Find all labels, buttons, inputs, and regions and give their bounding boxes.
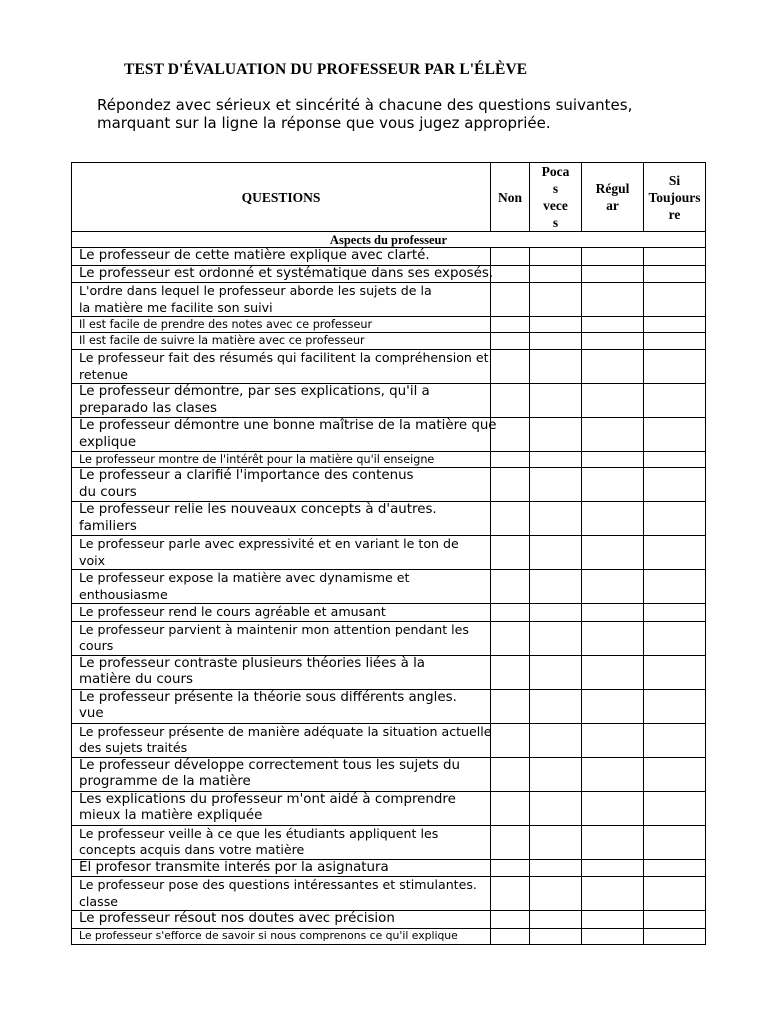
answer-non-cell[interactable] [491, 604, 530, 622]
answer-non-cell[interactable] [491, 911, 530, 929]
table-row [72, 317, 706, 333]
answer-regular-cell[interactable] [582, 604, 644, 622]
question-line: familiers [79, 518, 137, 534]
table-row [72, 502, 706, 536]
table-row [72, 265, 706, 283]
answer-regular-cell[interactable] [582, 333, 644, 350]
answer-si-toujours-cell[interactable] [644, 877, 706, 911]
header-pocas-veces: Poca s vece s [530, 163, 582, 232]
table-row [72, 604, 706, 622]
question-line: mieux la matière expliquée [79, 808, 263, 823]
question-line: Le professeur fait des résumés qui facilitent la compréhension et [79, 350, 489, 365]
answer-si-toujours-cell[interactable] [644, 757, 706, 791]
question-text [72, 333, 491, 350]
question-line: classe [79, 893, 119, 909]
answer-non-cell[interactable] [491, 502, 530, 536]
question-line: Le professeur montre de l'intérêt pour la matière qu'il enseigne [79, 453, 435, 466]
answer-regular-cell[interactable] [582, 689, 644, 723]
answer-si-toujours-cell[interactable] [644, 384, 706, 418]
table-row [72, 536, 706, 570]
answer-regular-cell[interactable] [582, 757, 644, 791]
answer-non-cell[interactable] [491, 655, 530, 689]
question-line: El profesor transmite interés por la asignatura [79, 859, 389, 875]
answer-pocas-veces-cell[interactable] [530, 928, 582, 944]
question-text [72, 877, 491, 911]
table-row [72, 791, 706, 825]
question-line: matière du cours [79, 672, 193, 687]
table-row [72, 877, 706, 911]
answer-pocas-veces-cell[interactable] [530, 689, 582, 723]
question-text [72, 911, 491, 929]
answer-si-toujours-cell[interactable] [644, 536, 706, 570]
question-line: vue [79, 706, 104, 721]
table-row [72, 757, 706, 791]
question-text [72, 536, 491, 570]
question-line: Le professeur expose la matière avec dynamisme et [79, 570, 410, 585]
question-line: concepts acquis dans votre matière [79, 842, 305, 857]
question-text [72, 350, 491, 384]
table-row [72, 621, 706, 655]
answer-regular-cell[interactable] [582, 502, 644, 536]
answer-non-cell[interactable] [491, 757, 530, 791]
answer-pocas-veces-cell[interactable] [530, 452, 582, 468]
answer-non-cell[interactable] [491, 536, 530, 570]
question-line: retenue [79, 366, 129, 382]
answer-pocas-veces-cell[interactable] [530, 911, 582, 929]
answer-si-toujours-cell[interactable] [644, 468, 706, 502]
answer-regular-cell[interactable] [582, 468, 644, 502]
question-line: Le professeur développe correctement tous les sujets du [79, 757, 460, 773]
answer-si-toujours-cell[interactable] [644, 621, 706, 655]
question-line: Le professeur relie les nouveaux concepts à d'autres. [79, 502, 437, 517]
question-text [72, 283, 491, 317]
answer-regular-cell[interactable] [582, 877, 644, 911]
answer-regular-cell[interactable] [582, 911, 644, 929]
question-line: voix [79, 552, 106, 568]
answer-non-cell[interactable] [491, 723, 530, 757]
question-text [72, 689, 491, 723]
answer-pocas-veces-cell[interactable] [530, 384, 582, 418]
table-row [72, 928, 706, 944]
question-line: Il est facile de prendre des notes avec ce professeur [79, 318, 373, 331]
answer-si-toujours-cell[interactable] [644, 655, 706, 689]
question-text [72, 452, 491, 468]
answer-pocas-veces-cell[interactable] [530, 283, 582, 317]
answer-si-toujours-cell[interactable] [644, 317, 706, 333]
evaluation-table [71, 162, 706, 945]
question-line: explique [79, 434, 137, 450]
table-row [72, 418, 706, 452]
answer-pocas-veces-cell[interactable] [530, 317, 582, 333]
table-row [72, 911, 706, 929]
question-line: programme de la matière [79, 774, 251, 789]
question-line: Le professeur présente de manière adéquate la situation actuelle [79, 723, 492, 739]
answer-regular-cell[interactable] [582, 265, 644, 283]
answer-si-toujours-cell[interactable] [644, 502, 706, 536]
answer-non-cell[interactable] [491, 928, 530, 944]
question-text [72, 757, 491, 791]
question-line: enthousiasme [79, 586, 168, 602]
answer-si-toujours-cell[interactable] [644, 333, 706, 350]
table-row [72, 333, 706, 350]
question-line: des sujets traités [79, 740, 188, 755]
answer-pocas-veces-cell[interactable] [530, 825, 582, 859]
question-text [72, 723, 491, 757]
table-row [72, 859, 706, 877]
question-line: L'ordre dans lequel le professeur aborde les sujets de la [79, 283, 432, 298]
answer-non-cell[interactable] [491, 248, 530, 266]
answer-non-cell[interactable] [491, 283, 530, 317]
answer-si-toujours-cell[interactable] [644, 248, 706, 266]
answer-pocas-veces-cell[interactable] [530, 468, 582, 502]
table-row [72, 570, 706, 604]
answer-si-toujours-cell[interactable] [644, 791, 706, 825]
question-line: Le professeur rend le cours agréable et amusant [79, 604, 386, 619]
header-non: Non [491, 163, 530, 232]
question-line: Le professeur a clarifié l'importance des contenus [79, 468, 414, 483]
table-row [72, 689, 706, 723]
answer-si-toujours-cell[interactable] [644, 265, 706, 283]
instructions [97, 96, 632, 132]
answer-pocas-veces-cell[interactable] [530, 248, 582, 266]
answer-pocas-veces-cell[interactable] [530, 333, 582, 350]
question-text [72, 317, 491, 333]
question-text [72, 621, 491, 655]
table-row [72, 350, 706, 384]
answer-si-toujours-cell[interactable] [644, 723, 706, 757]
answer-non-cell[interactable] [491, 621, 530, 655]
answer-pocas-veces-cell[interactable] [530, 418, 582, 452]
table-row [72, 655, 706, 689]
answer-non-cell[interactable] [491, 570, 530, 604]
answer-regular-cell[interactable] [582, 655, 644, 689]
answer-si-toujours-cell[interactable] [644, 570, 706, 604]
question-line: cours [79, 638, 114, 653]
question-text [72, 248, 491, 266]
answer-non-cell[interactable] [491, 791, 530, 825]
answer-regular-cell[interactable] [582, 248, 644, 266]
question-line: Le professeur contraste plusieurs théories liées à la [79, 655, 426, 671]
answer-si-toujours-cell[interactable] [644, 283, 706, 317]
header-questions: QUESTIONS [72, 163, 491, 232]
answer-pocas-veces-cell[interactable] [530, 757, 582, 791]
question-line: Le professeur présente la théorie sous différents angles. [79, 689, 457, 705]
answer-regular-cell[interactable] [582, 317, 644, 333]
answer-si-toujours-cell[interactable] [644, 452, 706, 468]
question-line: Le professeur s'efforce de savoir si nous comprenons ce qu'il explique [79, 928, 458, 942]
question-text [72, 570, 491, 604]
answer-si-toujours-cell[interactable] [644, 418, 706, 452]
answer-regular-cell[interactable] [582, 536, 644, 570]
question-line: la matière me facilite son suivi [79, 299, 273, 315]
table-header-row [72, 163, 706, 232]
question-line: Le professeur est ordonné et systématique dans ses exposés. [79, 265, 494, 281]
header-regular: Régul ar [582, 163, 644, 232]
answer-non-cell[interactable] [491, 265, 530, 283]
answer-regular-cell[interactable] [582, 723, 644, 757]
answer-regular-cell[interactable] [582, 791, 644, 825]
instructions-line: Répondez avec sérieux et sincérité à chacune des questions suivantes, [97, 96, 633, 114]
answer-regular-cell[interactable] [582, 283, 644, 317]
table-row [72, 723, 706, 757]
table-row [72, 468, 706, 502]
answer-si-toujours-cell[interactable] [644, 928, 706, 944]
answer-regular-cell[interactable] [582, 621, 644, 655]
table-row [72, 248, 706, 266]
answer-non-cell[interactable] [491, 452, 530, 468]
answer-pocas-veces-cell[interactable] [530, 604, 582, 622]
question-text [72, 502, 491, 536]
question-text [72, 859, 491, 877]
answer-pocas-veces-cell[interactable] [530, 265, 582, 283]
answer-si-toujours-cell[interactable] [644, 825, 706, 859]
table-row [72, 283, 706, 317]
answer-si-toujours-cell[interactable] [644, 689, 706, 723]
answer-pocas-veces-cell[interactable] [530, 621, 582, 655]
question-line: Le professeur démontre une bonne maîtrise de la matière que [79, 418, 497, 433]
question-line: Le professeur parle avec expressivité et en variant le ton de [79, 536, 459, 551]
question-line: Il est facile de suivre la matière avec ce professeur [79, 334, 365, 347]
answer-si-toujours-cell[interactable] [644, 350, 706, 384]
answer-non-cell[interactable] [491, 333, 530, 350]
question-text [72, 655, 491, 689]
answer-pocas-veces-cell[interactable] [530, 536, 582, 570]
question-text [72, 825, 491, 859]
answer-non-cell[interactable] [491, 384, 530, 418]
question-text [72, 418, 497, 452]
question-line: Les explications du professeur m'ont aidé à comprendre [79, 791, 456, 807]
question-text [72, 928, 491, 944]
answer-non-cell[interactable] [491, 689, 530, 723]
answer-pocas-veces-cell[interactable] [530, 791, 582, 825]
answer-regular-cell[interactable] [582, 418, 644, 452]
answer-non-cell[interactable] [491, 317, 530, 333]
answer-regular-cell[interactable] [582, 384, 644, 418]
answer-pocas-veces-cell[interactable] [530, 502, 582, 536]
question-text [72, 468, 491, 502]
table-row [72, 825, 706, 859]
table-row [72, 452, 706, 468]
table-row [72, 384, 706, 418]
answer-regular-cell[interactable] [582, 859, 644, 877]
question-line: du cours [79, 484, 137, 500]
answer-pocas-veces-cell[interactable] [530, 570, 582, 604]
answer-regular-cell[interactable] [582, 570, 644, 604]
question-line: Le professeur de cette matière explique avec clarté. [79, 248, 430, 263]
answer-si-toujours-cell[interactable] [644, 911, 706, 929]
answer-pocas-veces-cell[interactable] [530, 723, 582, 757]
page-title: TEST D'ÉVALUATION DU PROFESSEUR PAR L'ÉLÈVE [124, 61, 528, 78]
section-heading: Aspects du professeur [72, 232, 706, 248]
header-si-toujours: Si Toujours re [644, 163, 706, 232]
question-text [72, 791, 491, 825]
answer-non-cell[interactable] [491, 350, 530, 384]
section-row [72, 232, 706, 248]
question-line: Le professeur pose des questions intéressantes et stimulantes. [79, 877, 477, 892]
answer-pocas-veces-cell[interactable] [530, 350, 582, 384]
answer-regular-cell[interactable] [582, 825, 644, 859]
answer-si-toujours-cell[interactable] [644, 604, 706, 622]
answer-non-cell[interactable] [491, 468, 530, 502]
instructions-line: marquant sur la ligne la réponse que vous jugez appropriée. [97, 114, 551, 132]
answer-non-cell[interactable] [491, 859, 530, 877]
answer-regular-cell[interactable] [582, 452, 644, 468]
answer-pocas-veces-cell[interactable] [530, 655, 582, 689]
answer-regular-cell[interactable] [582, 350, 644, 384]
answer-non-cell[interactable] [491, 825, 530, 859]
question-text [72, 265, 494, 283]
question-text [72, 384, 491, 418]
answer-regular-cell[interactable] [582, 928, 644, 944]
answer-non-cell[interactable] [491, 877, 530, 911]
answer-si-toujours-cell[interactable] [644, 859, 706, 877]
answer-pocas-veces-cell[interactable] [530, 877, 582, 911]
question-line: Le professeur démontre, par ses explications, qu'il a [79, 384, 430, 399]
question-line: Le professeur parvient à maintenir mon attention pendant les [79, 621, 469, 637]
answer-pocas-veces-cell[interactable] [530, 859, 582, 877]
question-line: Le professeur résout nos doutes avec précision [79, 911, 395, 926]
question-line: preparado las clases [79, 400, 217, 416]
question-line: Le professeur veille à ce que les étudiants appliquent les [79, 825, 439, 841]
question-text [72, 604, 491, 622]
